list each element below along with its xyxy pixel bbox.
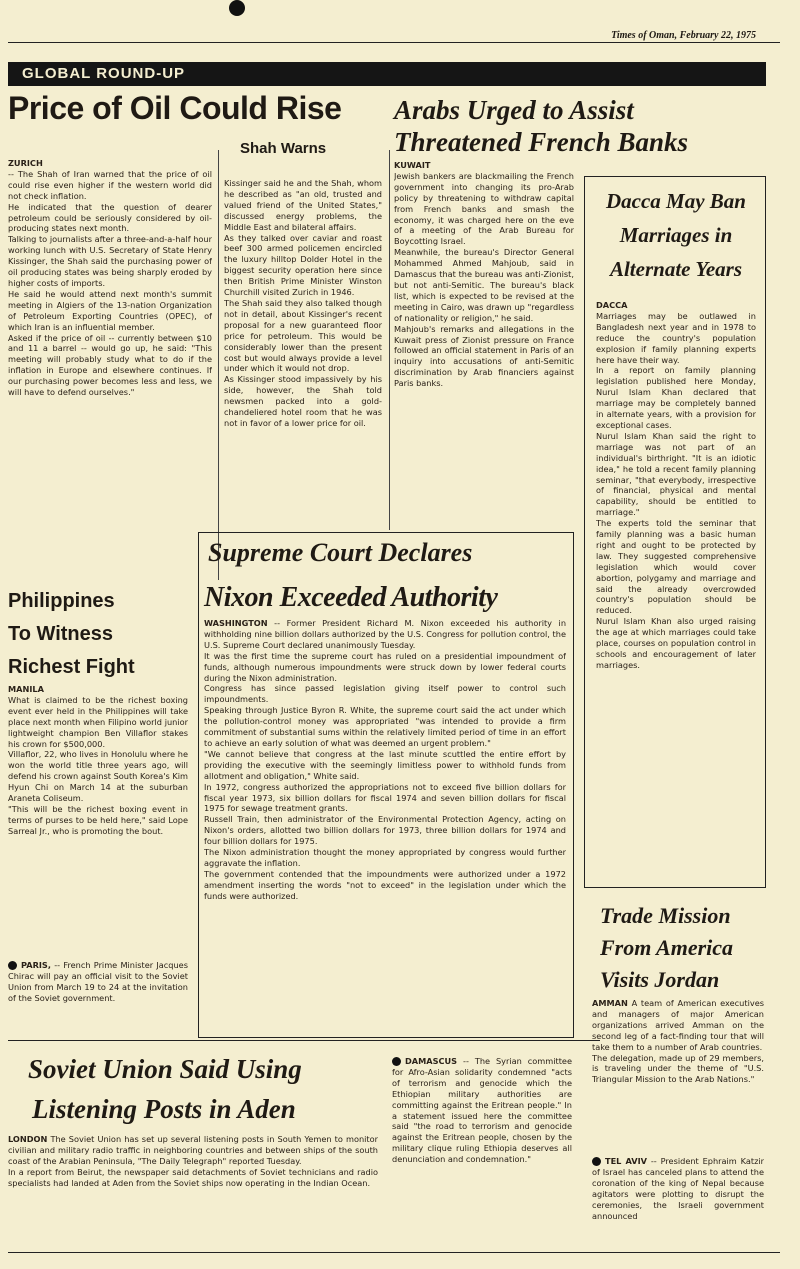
bullet-icon	[8, 961, 17, 970]
masthead: Times of Oman, February 22, 1975	[611, 30, 756, 41]
trade-headline-3: Visits Jordan	[600, 967, 720, 992]
dacca-body	[596, 300, 756, 878]
bottom-rule	[8, 1252, 780, 1253]
arabs-headline-1: Arabs Urged to Assist	[394, 95, 634, 125]
soviet-dateline: LONDON	[8, 1134, 48, 1144]
bullet-icon	[392, 1057, 401, 1066]
philippines-headline	[8, 585, 135, 684]
trade-text: A team of American executives and managers of major American organizations arrived Amman on the second leg of a fact-finding tour that will take them to a number of Arab countries. The delegation, made up of 29 members, is traveling under the theme of "U.S. Triangular Mission to the Arab Nations."	[592, 998, 764, 1085]
oil-col2: Kissinger said he and the Shah, whom he described as "an old, trusted and valued friend of the United States," discussed energy problems, the Middle East and bilateral affairs. As they talked over caviar and roast beef 300 armed policemen encircled the luxury hilltop Dolder Hotel in the biggest security operation here since then British Prime Minister Winston Churchill visited Zurich in 1946. The Shah said they also talked though not in detail, about Kissinger's recent proposal for a new guaranteed floor price for petroleum. This would be considerably lower than the present cost but would always provide a level under which it would not drop. As Kissinger stood impassively by his side, however, the Shah told newsmen packed into a gold-chandeliered hotel room that he was not in favor of a lower price for oil.	[224, 178, 382, 428]
dacca-dateline: DACCA	[596, 300, 628, 310]
dacca-text: Marriages may be outlawed in Bangladesh next year and in 1978 to reduce the country's population explosion if family planning experts here have their way. In a report on family planning legislation published here Monday, Nurul Islam Khan declared that marriage may be completely banned in alternate years, with a provision for exceptional cases. Nurul Islam Khan said the right to marriage was not part of an individual's birthright. "It is an idiotic idea," he told a recent family planning seminar, "that everybody, irrespective of financial, physical and mental capability, should be entitled to marriage." The experts told the seminar that family planning was a basic human right and ought to be protected by law. They suggested comprehensive legislation which would cover abortion, polygamy and marriage and said the already overcrowded country's population should be reduced. Nurul Islam Khan also urged raising the age at which marriages could take place, courses on population control in schools and encouragement of later marriages.	[596, 310, 756, 670]
dacca-headline	[592, 184, 760, 286]
trade-headline-2: From America	[600, 935, 734, 960]
philippines-text: What is claimed to be the richest boxing event ever held in the Philippines will take place next month when Filipino world junior lightweight champion Ben Villaflor stakes his crown for $500,000. Villaflor, 22, who lives in Honolulu where he won the world title three years ago, will defend his crown against South Korea's Kim Hyun Chi on March 14 at the suburban Araneta Coliseum. "This will be the richest boxing event in terms of purses to be held here," said Lope Sarreal Jr., who is promoting the bout.	[8, 694, 188, 836]
philippines-body	[8, 684, 188, 952]
paris-brief	[8, 960, 188, 1028]
telaviv-brief	[592, 1156, 764, 1248]
court-body	[204, 618, 566, 1030]
section-banner: GLOBAL ROUND-UP	[8, 62, 766, 86]
trade-headline-1: Trade Mission	[600, 903, 731, 928]
soviet-text: The Soviet Union has set up several listening posts in South Yemen to monitor civilian and military radio traffic in neighboring countries and between ships of the south coast of the Arabian Peninsula, "The Daily Telegraph" reported Tuesday. In a report from Beirut, the newspaper said detachments of Soviet technicians and radio specialists had landed at Aden from the Soviet ships now operating in the Indian Ocean.	[8, 1134, 378, 1188]
soviet-body	[8, 1134, 378, 1244]
oil-dateline: ZURICH	[8, 158, 43, 168]
section-rule	[8, 1040, 600, 1041]
philippines-dateline: MANILA	[8, 684, 44, 694]
philippines-headline-1: Philippines	[8, 590, 115, 612]
bullet-icon	[592, 1157, 601, 1166]
oil-col1-text: -- The Shah of Iran warned that the price of oil could rise even higher if the western world did not check inflation. He indicated that the question of dearer petroleum could be seriously considered by oil-producing states next month. Talking to journalists after a three-and-a-half hour working lunch with U.S. Secretary of State Henry Kissinger, the Shah said the purchasing power of oil producing states was being sharply eroded by higher costs of imports. He said he would attend next month's summit meeting in Algiers of the 13-nation Organization of Petroleum Exporting Countries (OPEC), of which Iran is an influential member. Asked if the price of oil -- currently between $10 and 11 a barrel -- would go up, he said: "This meeting will probably study what to do if the inflation in Europe and elsewhere continues. If our purchasing power becomes less and less, we will have to defend ourselves."	[8, 168, 212, 398]
arabs-body	[394, 160, 574, 530]
paris-dateline: PARIS,	[21, 960, 51, 970]
telaviv-text: -- President Ephraim Katzir of Israel has canceled plans to attend the coronation of the king of Nepal because agitators were plotting to disrupt the ceremonies, the Israeli government announced	[592, 1156, 764, 1221]
oil-subhead: Shah Warns	[240, 140, 327, 157]
oil-headline: Price of Oil Could Rise	[8, 90, 342, 126]
court-dateline: WASHINGTON	[204, 618, 268, 628]
soviet-headline-1: Soviet Union Said Using	[28, 1054, 302, 1084]
paris-text: -- French Prime Minister Jacques Chirac will pay an official visit to the Soviet Union from March 19 to 24 at the invitation of the Soviet government.	[8, 960, 188, 1003]
top-rule	[8, 42, 780, 43]
dacca-headline-3: Alternate Years	[609, 257, 743, 281]
binder-hole	[229, 0, 245, 16]
arabs-headline-2: Threatened French Banks	[394, 127, 689, 157]
oil-col1	[8, 158, 212, 578]
arabs-text: Jewish bankers are blackmailing the French government into changing its pro-Arab policy by threatening to withdraw capital from French banks and smash the economy, it was charged here on the eve of a meeting of the Arab Bureau for Boycotting Israel. Meanwhile, the bureau's Director General Mohammed Ahmed Mahjoub, said in Damascus that the bureau was anti-Zionist, but not anti-Semitic. The bureau's black list, which is expected to be revised at the meeting in Cairo, was drawn up "regardless of nationality or religion," he said. Mahjoub's remarks and allegations in the Kuwait press of Zionist pressure on France followed an official statement in Paris of an inquiry into accusations of anti-Semitic discrimination by Arab financiers against Paris banks.	[394, 170, 574, 389]
telaviv-dateline: TEL AVIV	[605, 1156, 647, 1166]
trade-dateline: AMMAN	[592, 998, 628, 1008]
dacca-headline-2: Marriages in	[619, 223, 733, 247]
philippines-headline-2: To Witness	[8, 623, 114, 645]
trade-headline	[600, 900, 733, 996]
damascus-text: -- The Syrian committee for Afro-Asian solidarity condemned "acts of terrorism and genocide which the Ethiopian military authorities are committing against the Eritrean people." In a statement issued here the committee said "the road to terrorism and genocide against the Eritrean people, chosen by the military clique ruling Ethiopia deserves all denunciation and condemnation."	[392, 1056, 572, 1165]
court-headline-2: Nixon Exceeded Authority	[204, 582, 498, 613]
philippines-headline-3: Richest Fight	[8, 656, 135, 678]
trade-body	[592, 998, 764, 1148]
court-text: -- Former President Richard M. Nixon exceeded his authority in withholding nine billion dollars authorized by the U.S. Congress for pollution control, the U.S. Supreme Court declared unanimously Tuesday. It was the first time the supreme court has ruled on a presidential impoundment of funds, although numerous impoundments were struck down by lower federal courts during the Nixon administration. Congress has since passed legislation giving itself power to control such impoundments. Speaking through Justice Byron R. White, the supreme court said the act under which the pollution-control money was appropriated "was intended to provide a firm commitment of substantial sums within the relatively limited period of time in an effort to achieve an early solution of what was deemed an urgent problem." "We cannot believe that congress at the last minute scuttled the entire effort by providing the executive with the seemingly limitless power to withhold funds from allotment and obligation," White said. In 1972, congress authorized the appropriations not to exceed five billion dollars for fiscal year 1973, six billion dollars for fiscal 1974 and seven billion dollars for fiscal 1975 for sewage treatment grants. Russell Train, then administrator of the Environmental Protection Agency, acting on Nixon's orders, allotted two billion dollars for 1973, three billion dollars for 1974 and four billion dollars for 1975. The Nixon administration thought the money appropriated by congress would further aggravate the inflation. The government contended that the impoundments were authorized under a 1972 amendment inserting the words "not to exceed" in the legislation under which the funds were authorized.	[204, 618, 566, 901]
damascus-dateline: DAMASCUS	[405, 1056, 458, 1066]
soviet-headline-2: Listening Posts in Aden	[32, 1094, 296, 1124]
dacca-headline-1: Dacca May Ban	[606, 189, 746, 213]
damascus-brief	[392, 1056, 572, 1246]
column-divider	[389, 150, 390, 530]
court-headline-1: Supreme Court Declares	[208, 538, 473, 567]
arabs-dateline: KUWAIT	[394, 160, 431, 170]
column-divider	[218, 150, 219, 580]
